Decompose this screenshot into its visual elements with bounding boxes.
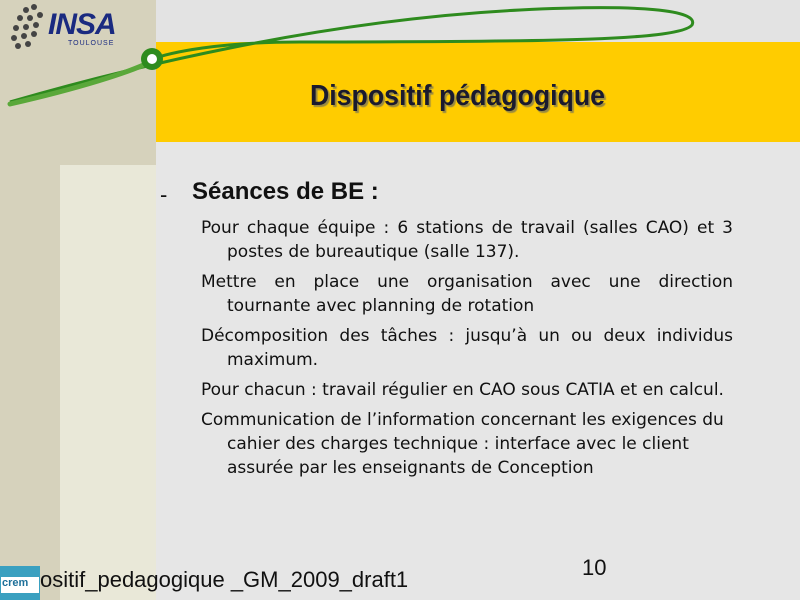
footer-filename: ositif_pedagogique _GM_2009_draft1	[40, 567, 409, 592]
list-item: Pour chacun : travail régulier en CAO sous CATIA et en calcul.	[201, 380, 724, 400]
slide-title: Dispositif pédagogique	[310, 80, 605, 112]
logo-text: INSA	[48, 8, 116, 41]
section-heading: Séances de BE :	[192, 178, 379, 205]
bullet-dash: -	[160, 182, 168, 207]
insa-logo	[6, 2, 146, 60]
list-item: Communication de l’information concernant les exigences du cahier des charges technique : interface avec le client assurée par les enseignants de Conception	[201, 410, 724, 478]
crem-logo-text: crem	[2, 577, 29, 589]
list-item: Mettre en place une organisation avec une direction tournante avec planning de rotation	[201, 272, 733, 316]
list-item: Décomposition des tâches : jusqu’à un ou deux individus maximum.	[201, 326, 733, 370]
bullet-list	[201, 216, 733, 486]
logo-subtext: TOULOUSE	[68, 40, 115, 47]
list-item: Pour chaque équipe : 6 stations de travail (salles CAO) et 3 postes de bureautique (salle 137).	[201, 218, 733, 262]
page-number: 10	[582, 555, 607, 580]
left-decor-panel	[60, 165, 156, 600]
crem-logo	[0, 566, 40, 600]
